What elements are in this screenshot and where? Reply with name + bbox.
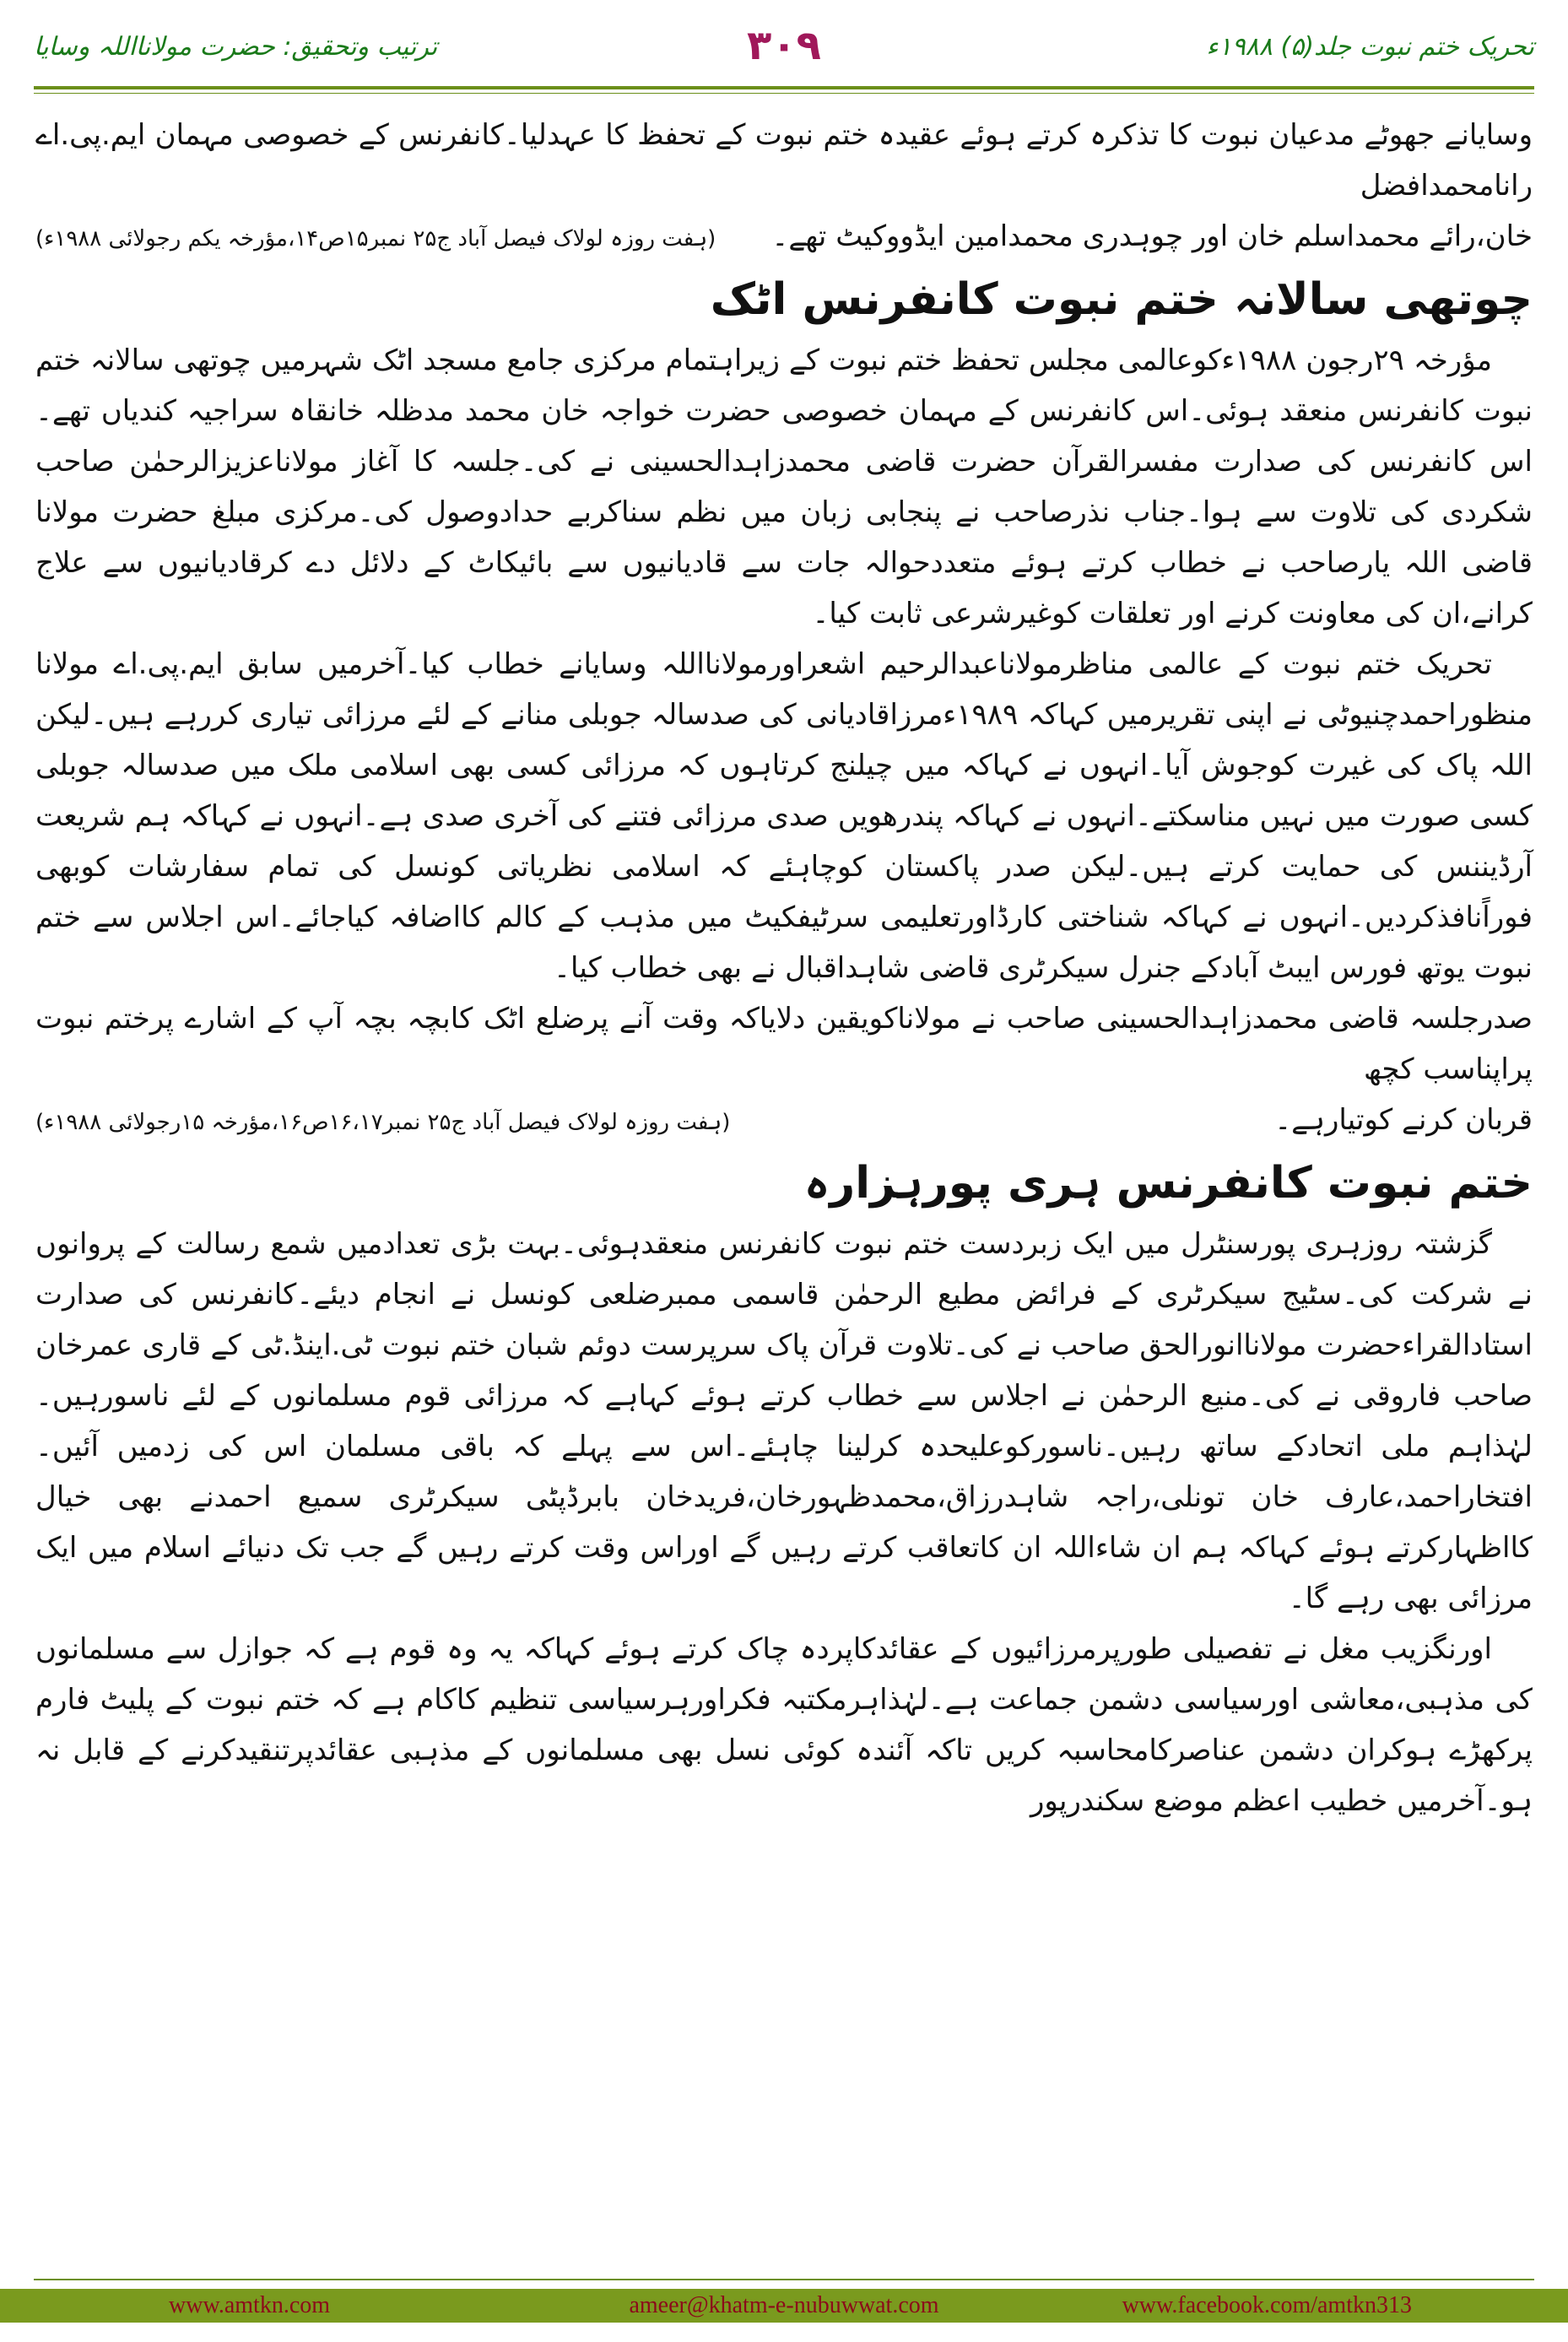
page-number: ۳۰۹	[747, 22, 821, 69]
paragraph: اورنگزیب مغل نے تفصیلی طورپرمرزائیوں کے عقائدکاپردہ چاک کرتے ہوئے کہاکہ یہ وہ قوم ہے کہ جوازل سے مسلمانوں کی مذہبی،معاشی اورسیاسی دشمن جماعت ہے۔لہٰذاہرمکتبہ فکراورہرسیاسی تنظیم کاکام ہے کہ ختم نبوت کے پلیٹ فارم پرکھڑے ہوکران دشمن عناصرکامحاسبہ کریں تاکہ آئندہ کوئی نسل بھی مسلمانوں کے مذہبی عقائدپرتنقیدکرنے کے قابل نہ ہو۔آخرمیں خطیب اعظم موضع سکندرپور	[35, 1632, 1533, 1818]
section-heading: چوتھی سالانہ ختم نبوت کانفرنس اٹک	[710, 274, 1533, 325]
closing-text: قربان کرنے کوتیارہے۔	[1274, 1103, 1533, 1137]
section-heading: ختم نبوت کانفرنس ہری پورہزارہ	[803, 1158, 1533, 1209]
paragraph: تحریک ختم نبوت کے عالمی مناظرمولاناعبدالرحیم اشعراورمولانااللہ وسایانے خطاب کیا۔آخرمیں سابق ایم.پی.اے مولانا منظوراحمدچنیوٹی نے اپنی تقریرمیں کہاکہ ۱۹۸۹ءمرزاقادیانی کی صدسالہ جوبلی منانے کے لئے مرزائی تیاری کررہے ہیں۔لیکن اللہ پاک کی غیرت کوجوش آیا۔انہوں نے کہاکہ میں چیلنج کرتاہوں کہ مرزائی کسی بھی اسلامی ملک میں صدسالہ جوبلی کسی صورت میں نہیں مناسکتے۔انہوں نے کہاکہ پندرھویں صدی مرزائی فتنے کی آخری صدی ہے۔انہوں نے کہاکہ ہم شریعت آرڈیننس کی حمایت کرتے ہیں۔لیکن صدر پاکستان کوچاہئے کہ اسلامی نظریاتی کونسل کی تمام سفارشات کوبھی فوراًنافذکردیں۔انہوں نے کہاکہ شناختی کارڈاورتعلیمی سرٹیفکیٹ میں مذہب کے کالم کااضافہ کیاجائے۔اس اجلاس سے ختم نبوت یوتھ فورس ایبٹ آبادکے جنرل سیکرٹری قاضی شاہداقبال نے بھی خطاب کیا۔	[35, 647, 1533, 985]
website-link[interactable]: www.amtkn.com	[169, 2292, 331, 2318]
intro-closing-row	[35, 211, 1533, 264]
article-body	[35, 110, 1533, 2245]
section-closing-row	[35, 1095, 1533, 1148]
compiler-credit: ترتیب وتحقیق: حضرت مولانااللہ وسایا	[34, 32, 438, 62]
citation: (ہفت روزہ لولاک فیصل آباد ج۲۵ نمبر۱۶،۱۷ص۱۶،مؤرخہ ۱۵رجولائی ۱۹۸۸ء)	[35, 1110, 731, 1135]
page-header	[34, 22, 1534, 76]
header-divider	[34, 86, 1534, 89]
paragraph: صدرجلسہ قاضی محمدزاہدالحسینی صاحب نے مولاناکویقین دلایاکہ وقت آنے پرضلع اٹک کابچہ بچہ آپ کے اشارے پرختم نبوت پراپناسب کچھ	[35, 1002, 1533, 1086]
paragraph: مؤرخہ ۲۹رجون ۱۹۸۸ءکوعالمی مجلس تحفظ ختم نبوت کے زیراہتمام مرکزی جامع مسجد اٹک شہرمیں چوتھی سالانہ ختم نبوت کانفرنس منعقد ہوئی۔اس کانفرنس کے مہمان خصوصی حضرت خواجہ خان محمد مدظلہ خانقاہ سراجیہ کندیاں تھے۔اس کانفرنس کی صدارت مفسرالقرآن حضرت قاضی محمدزاہدالحسینی نے کی۔جلسہ کا آغاز مولاناعزیزالرحمٰن صاحب شکردی کی تلاوت سے ہوا۔جناب نذرصاحب نے پنجابی زبان میں نظم سناکربے حدادوصول کی۔مرکزی مبلغ حضرت مولانا قاضی اللہ یارصاحب نے خطاب کرتے ہوئے متعددحوالہ جات سے قادیانیوں سے بائیکاٹ کے دلائل دے کرقادیانیوں سے علاج کرانے،ان کی معاونت کرنے اور تعلقات کوغیرشرعی ثابت کیا۔	[35, 343, 1533, 630]
intro-line: وسایانے جھوٹے مدعیان نبوت کا تذکرہ کرتے ہوئے عقیدہ ختم نبوت کے تحفظ کا عہدلیا۔کانفرنس کے خصوصی مہمان ایم.پی.اے رانامحمدافضل	[35, 118, 1533, 203]
book-title: تحریک ختم نبوت جلد(۵) ۱۹۸۸ء	[1206, 32, 1534, 62]
facebook-link[interactable]: www.facebook.com/amtkn313	[1122, 2292, 1412, 2318]
email-link[interactable]: ameer@khatm-e-nubuwwat.com	[629, 2292, 939, 2318]
page-footer	[0, 2289, 1568, 2323]
paragraph: گزشتہ روزہری پورسنٹرل میں ایک زبردست ختم نبوت کانفرنس منعقدہوئی۔بہت بڑی تعدادمیں شمع رسالت کے پروانوں نے شرکت کی۔سٹیج سیکرٹری کے فرائض مطیع الرحمٰن قاسمی ممبرضلعی کونسل نے انجام دیئے۔کانفرنس کی صدارت استادالقراءحضرت مولاناانورالحق صاحب نے کی۔تلاوت قرآن پاک سرپرست دوئم شبان ختم نبوت ٹی.اینڈ.ٹی کے قاری عمرخان صاحب فاروقی نے کی۔منیع الرحمٰن نے اجلاس سے خطاب کرتے ہوئے کہاہے کہ مرزائی قوم مسلمانوں کے لئے ناسورہیں۔لہٰذاہم ملی اتحادکے ساتھ رہیں۔ناسورکوعلیحدہ کرلینا چاہئے۔اس سے پہلے کہ باقی مسلمان اس کی زدمیں آئیں۔افتخاراحمد،عارف خان تونلی،راجہ شاہدرزاق،محمدظہورخان،فریدخان بابرڈپٹی سیکرٹری سمیع احمدنے بھی خیال کااظہارکرتے ہوئے کہاکہ ہم ان شاءاللہ ان کاتعاقب کرتے رہیں گے اوراس وقت کرتے رہیں گے جب تک دنیائے اسلام میں ایک مرزائی بھی رہے گا۔	[35, 1227, 1533, 1615]
header-divider-thin	[34, 93, 1534, 94]
intro-closing-text: خان،رائے محمداسلم خان اور چوہدری محمدامین ایڈووکیٹ تھے۔	[771, 219, 1533, 253]
citation: (ہفت روزہ لولاک فیصل آباد ج۲۵ نمبر۱۵ص۱۴،مؤرخہ یکم رجولائی ۱۹۸۸ء)	[35, 226, 716, 252]
footer-divider	[34, 2279, 1534, 2280]
